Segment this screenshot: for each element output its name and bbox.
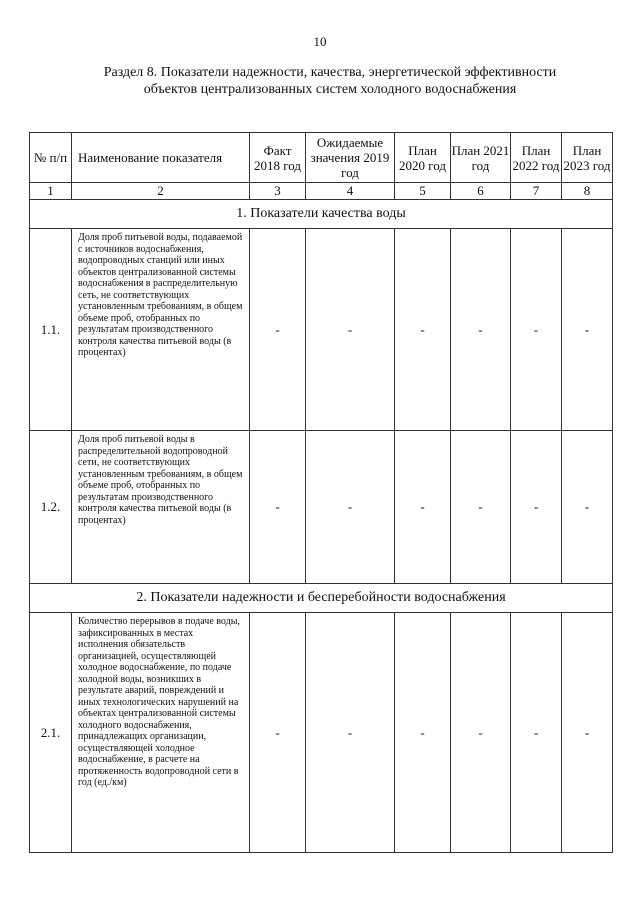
header-plan-2023: План 2023 год: [562, 133, 613, 183]
value-plan-2023: -: [562, 613, 613, 853]
header-name: Наименование показателя: [72, 133, 250, 183]
value-fact-2018: -: [250, 431, 306, 584]
row-number: 1.1.: [30, 229, 72, 431]
indicator-name: Количество перерывов в подаче воды, зафиксированных в местах исполнения обязательств организацией, осуществляющей холодное водоснабжение, по подаче холодной воды, возникших в результате аварий, повреждений и иных технологических нарушений на объектах централизованной системы холодного водоснабжения, принадлежащих организации, осуществляющей холодное водоснабжение, в расчете на протяженность водопроводной сети в год (ед./км): [72, 613, 250, 853]
value-plan-2022: -: [511, 613, 562, 853]
value-fact-2018: -: [250, 613, 306, 853]
value-plan-2020: -: [395, 229, 451, 431]
column-number: 5: [395, 183, 451, 200]
section-title-quality: 1. Показатели качества воды: [30, 200, 613, 229]
value-plan-2020: -: [395, 431, 451, 584]
row-number: 2.1.: [30, 613, 72, 853]
indicator-name: Доля проб питьевой воды, подаваемой с источников водоснабжения, водопроводных станций или иных объектов централизованной системы водоснабжения в распределительную сеть, не соответствующих установленным требованиям, в общем объеме проб, отобранных по результатам производственного контроля качества питьевой воды (в процентах): [72, 229, 250, 431]
column-number: 6: [451, 183, 511, 200]
value-plan-2021: -: [451, 613, 511, 853]
column-number: 2: [72, 183, 250, 200]
section-header-2: [30, 584, 613, 613]
header-plan-2022: План 2022 год: [511, 133, 562, 183]
value-fact-2018: -: [250, 229, 306, 431]
section-title: Раздел 8. Показатели надежности, качества, энергетической эффективности объектов централизованных систем холодного водоснабжения: [103, 65, 557, 97]
header-num: № п/п: [30, 133, 72, 183]
value-expected-2019: -: [306, 431, 395, 584]
value-plan-2021: -: [451, 229, 511, 431]
indicators-table: [29, 132, 613, 853]
value-expected-2019: -: [306, 613, 395, 853]
table-row: [30, 431, 613, 584]
header-row: [30, 133, 613, 183]
header-plan-2021: План 2021 год: [451, 133, 511, 183]
value-plan-2022: -: [511, 431, 562, 584]
value-plan-2022: -: [511, 229, 562, 431]
column-number: 1: [30, 183, 72, 200]
column-number: 7: [511, 183, 562, 200]
column-number: 8: [562, 183, 613, 200]
table-row: [30, 613, 613, 853]
column-number: 4: [306, 183, 395, 200]
page-number: 10: [313, 34, 327, 49]
section-header-1: [30, 200, 613, 229]
table-row: [30, 229, 613, 431]
header-fact-2018: Факт 2018 год: [250, 133, 306, 183]
column-number: 3: [250, 183, 306, 200]
section-title-reliability: 2. Показатели надежности и бесперебойности водоснабжения: [30, 584, 613, 613]
column-numbers-row: [30, 183, 613, 200]
header-expected-2019: Ожидаемые значения 2019 год: [306, 133, 395, 183]
value-plan-2023: -: [562, 229, 613, 431]
indicator-name: Доля проб питьевой воды в распределительной водопроводной сети, не соответствующих установленным требованиям, в общем объеме проб, отобранных по результатам производственного контроля качества питьевой воды (в процентах): [72, 431, 250, 584]
value-plan-2020: -: [395, 613, 451, 853]
row-number: 1.2.: [30, 431, 72, 584]
value-plan-2021: -: [451, 431, 511, 584]
value-plan-2023: -: [562, 431, 613, 584]
header-plan-2020: План 2020 год: [395, 133, 451, 183]
value-expected-2019: -: [306, 229, 395, 431]
